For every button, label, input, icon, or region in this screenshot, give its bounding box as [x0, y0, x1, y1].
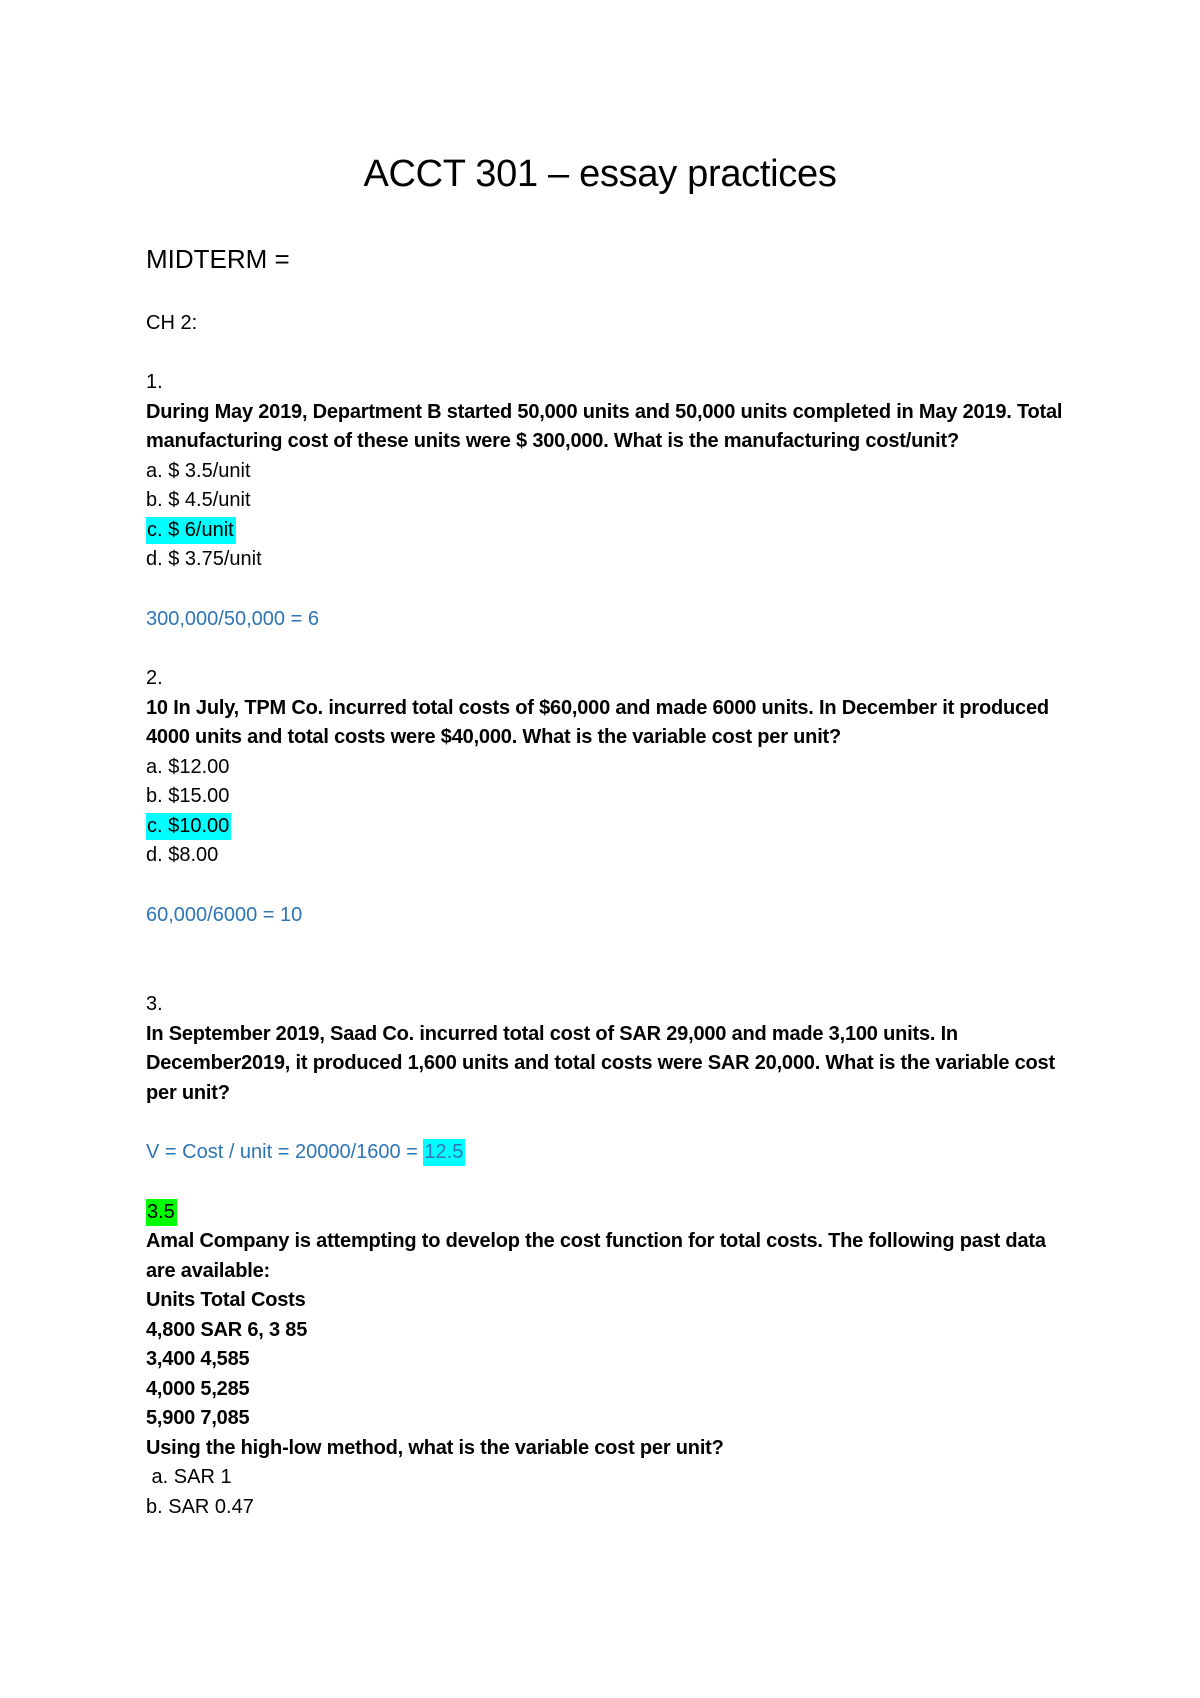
spacer — [146, 575, 1066, 605]
option-c-correct — [146, 812, 1066, 842]
option-a: a. $12.00 — [146, 755, 230, 778]
data-table-header: Units Total Costs — [146, 1289, 306, 1311]
data-table-row: 3,400 4,585 — [146, 1348, 250, 1370]
question-number: 3. — [146, 993, 163, 1015]
option-d: d. $ 3.75/unit — [146, 548, 262, 570]
chapter-label: CH 2: — [146, 312, 198, 334]
answer-highlight: c. $10.00 — [146, 813, 231, 840]
answer-highlight: c. $ 6/unit — [146, 517, 236, 544]
spacer — [146, 930, 1066, 990]
question-number: 1. — [146, 371, 163, 393]
spacer — [146, 1168, 1066, 1198]
question-2 — [146, 664, 1066, 930]
calculation: 60,000/6000 = 10 — [146, 903, 303, 926]
option-b: b. $ 4.5/unit — [146, 489, 251, 511]
document-body — [146, 242, 1066, 1522]
spacer — [146, 871, 1066, 901]
calculation-formula: V = Cost / unit = 20000/1600 = — [146, 1141, 424, 1163]
section-heading: MIDTERM = — [146, 244, 290, 274]
question-3-5 — [146, 1198, 1066, 1523]
question-stem: In September 2019, Saad Co. incurred total cost of SAR 29,000 and made 3,100 units. In December2019, it produced 1,600 units and total costs were SAR 20,000. What is the variable cost per unit? — [146, 1022, 1055, 1104]
option-c-correct — [146, 516, 1066, 546]
option-b: b. $15.00 — [146, 785, 230, 807]
question-number: 2. — [146, 667, 163, 689]
question-number — [146, 1198, 1066, 1228]
data-table-row: 5,900 7,085 — [146, 1407, 250, 1429]
calculation — [146, 1138, 1066, 1168]
question-stem: During May 2019, Department B started 50,000 units and 50,000 units completed in May 2019. Total manufacturing cost of these units were $ 300,000. What is the manufacturing cost/unit? — [146, 400, 1063, 452]
question-stem: Amal Company is attempting to develop the cost function for total costs. The following past data are available: — [146, 1230, 1046, 1282]
option-d: d. $8.00 — [146, 844, 219, 866]
question-3 — [146, 990, 1066, 1168]
data-table-row: 4,000 5,285 — [146, 1377, 250, 1400]
spacer — [146, 1108, 1066, 1138]
option-a: a. SAR 1 — [146, 1466, 232, 1488]
spacer — [146, 634, 1066, 664]
question-prompt: Using the high-low method, what is the variable cost per unit? — [146, 1436, 724, 1459]
question-1 — [146, 368, 1066, 634]
option-b: b. SAR 0.47 — [146, 1495, 254, 1518]
answer-highlight: 12.5 — [423, 1139, 465, 1166]
data-table-row: 4,800 SAR 6, 3 85 — [146, 1318, 308, 1341]
question-stem: 10 In July, TPM Co. incurred total costs of $60,000 and made 6000 units. In December it produced 4000 units and total costs were $40,000. What is the variable cost per unit? — [146, 696, 1049, 748]
option-a: a. $ 3.5/unit — [146, 459, 251, 482]
document-title: ACCT 301 – essay practices — [363, 153, 837, 195]
question-number-highlight: 3.5 — [146, 1199, 177, 1226]
calculation: 300,000/50,000 = 6 — [146, 607, 319, 630]
